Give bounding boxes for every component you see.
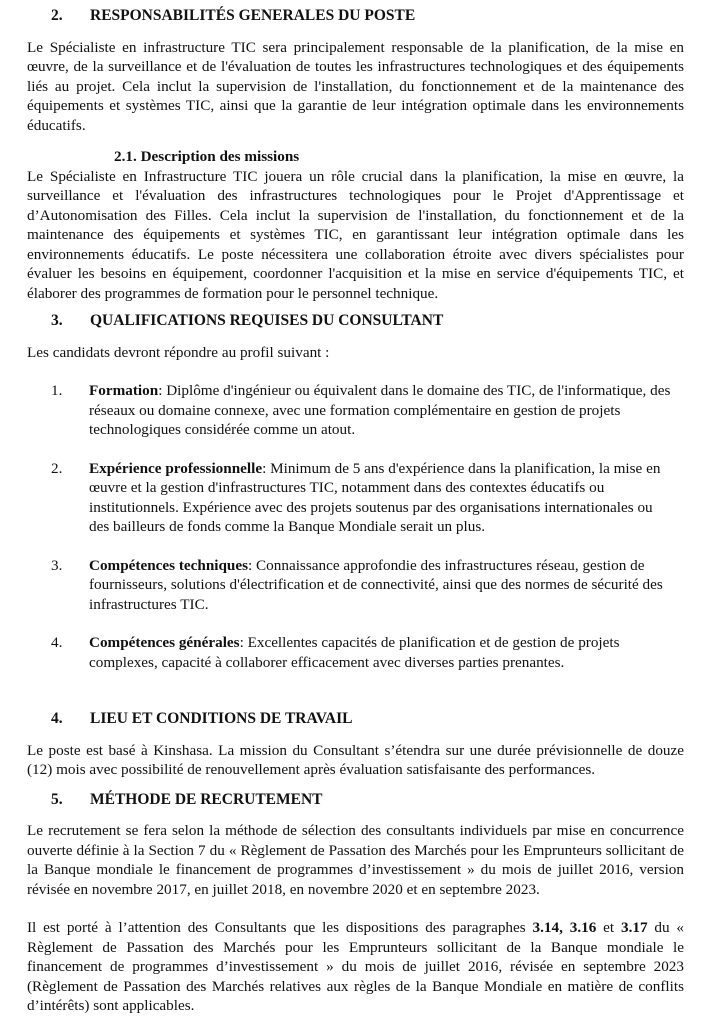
section-4-heading: [27, 709, 684, 729]
list-item-text: : Minimum de 5 ans d'expérience dans la planification, la mise en œuvre et la gestion d'infrastructures TIC, notamment dans des contextes éducatifs ou institutionnels. Expérience avec des projets soutenus par des organisations internationales ou des bailleurs de fonds comme la Banque Mondiale serait un plus.: [89, 459, 661, 535]
section-2-heading: [27, 0, 684, 26]
list-item-label: Compétences techniques: [89, 556, 249, 574]
paragraph-ref: 3.17: [620, 919, 648, 936]
section-number: 3.: [51, 312, 63, 329]
section-3-intro: Les candidats devront répondre au profil suivant :: [27, 343, 330, 361]
paragraph-ref: 3.14, 3.16: [532, 919, 597, 936]
section-5-paragraph-2: [27, 918, 684, 1016]
section-2-paragraph: Le Spécialiste en infrastructure TIC sera principalement responsable de la planification, de la mise en œuvre, de la surveillance et de l'évaluation de toutes les infrastructures technologiques et des équipements liés au projet. Cela inclut la supervision de l'installation, du fonctionnement et de la maintenance des équipements et systèmes TIC, ainsi que la garantie de leur intégration optimale dans les environnements éducatifs.: [27, 38, 684, 134]
section-title: RESPONSABILITÉS GENERALES DU POSTE: [90, 7, 416, 24]
section-5-heading: [27, 790, 684, 810]
paragraph-text: et: [596, 919, 621, 936]
list-item-number: 2.: [51, 459, 63, 477]
subsection-2-1-paragraph: Le Spécialiste en Infrastructure TIC jouera un rôle crucial dans la planification, la mise en œuvre, la surveillance et l'évaluation des infrastructures technologiques pour le Projet d'Apprentissage et d’Autonomisation des Filles. Cela inclut la supervision de l'installation, du fonctionnement et de la maintenance des équipements et systèmes TIC, en garantissant leur intégration optimale dans les environnements éducatifs. Le poste nécessitera une collaboration étroite avec divers spécialistes pour évaluer les besoins en équipement, coordonner l'acquisition et la mise en service d'équipements TIC, et élaborer des programmes de formation pour le personnel technique.: [27, 167, 684, 302]
list-item: [27, 381, 684, 440]
section-title: LIEU ET CONDITIONS DE TRAVAIL: [90, 710, 353, 727]
list-item: [27, 633, 684, 672]
list-item-number: 3.: [51, 556, 63, 574]
section-number: 2.: [51, 7, 63, 24]
paragraph-text: du « Règlement de Passation des Marchés pour les Emprunteurs sollicitant de la Banque mondiale le financement de programmes d’investissement » du mois de juillet 2016, révisée en septembre 2023 (Règlement de Passation des Marchés relatives aux règles de la Banque Mondiale en matière de conflits d’intérêts) sont applicables.: [27, 919, 685, 1014]
list-item: [27, 459, 684, 537]
list-item-text: : Excellentes capacités de planification et de gestion de projets complexes, capacité à collaborer efficacement avec diverses parties prenantes.: [89, 634, 620, 671]
section-4-paragraph: Le poste est basé à Kinshasa. La mission du Consultant s’étendra sur une durée prévisionnelle de douze (12) mois avec possibilité de renouvellement après évaluation satisfaisante des performances.: [27, 741, 684, 778]
list-item-number: 1.: [51, 382, 63, 399]
list-item-label: Expérience professionnelle: [89, 459, 263, 477]
list-item-label: Compétences générales: [89, 634, 240, 651]
list-item: [27, 556, 684, 615]
section-5-paragraph-1: Le recrutement se fera selon la méthode de sélection des consultants individuels par mise en concurrence ouverte définie à la Section 7 du « Règlement de Passation des Marchés pour les Emprunteurs sollicitant de la Banque mondiale le financement de programmes d’investissement » du mois de juillet 2016, version révisée en novembre 2017, en juillet 2018, en novembre 2020 et en septembre 2023.: [27, 822, 684, 898]
section-number: 4.: [51, 710, 63, 727]
section-title: MÉTHODE DE RECRUTEMENT: [90, 790, 323, 808]
section-title: QUALIFICATIONS REQUISES DU CONSULTANT: [90, 312, 444, 329]
subsection-2-1-heading: 2.1. Description des missions: [114, 148, 300, 165]
list-item-text: : Diplôme d'ingénieur ou équivalent dans le domaine des TIC, de l'informatique, des réseaux ou domaine connexe, avec une formation complémentaire en gestion de projets technologiques considérée comme un atout.: [89, 382, 671, 438]
section-number: 5.: [51, 790, 63, 808]
paragraph-text: Il est porté à l’attention des Consultants que les dispositions des paragraphes: [27, 919, 533, 936]
list-item-number: 4.: [51, 634, 63, 651]
section-3-heading: [27, 311, 684, 331]
list-item-label: Formation: [89, 382, 159, 399]
qualifications-list: [27, 381, 684, 672]
list-item-text: : Connaissance approfondie des infrastructures réseau, gestion de fournisseurs, solutions d'électrification et de connectivité, ainsi que des normes de sécurité des infrastructures TIC.: [89, 556, 663, 613]
